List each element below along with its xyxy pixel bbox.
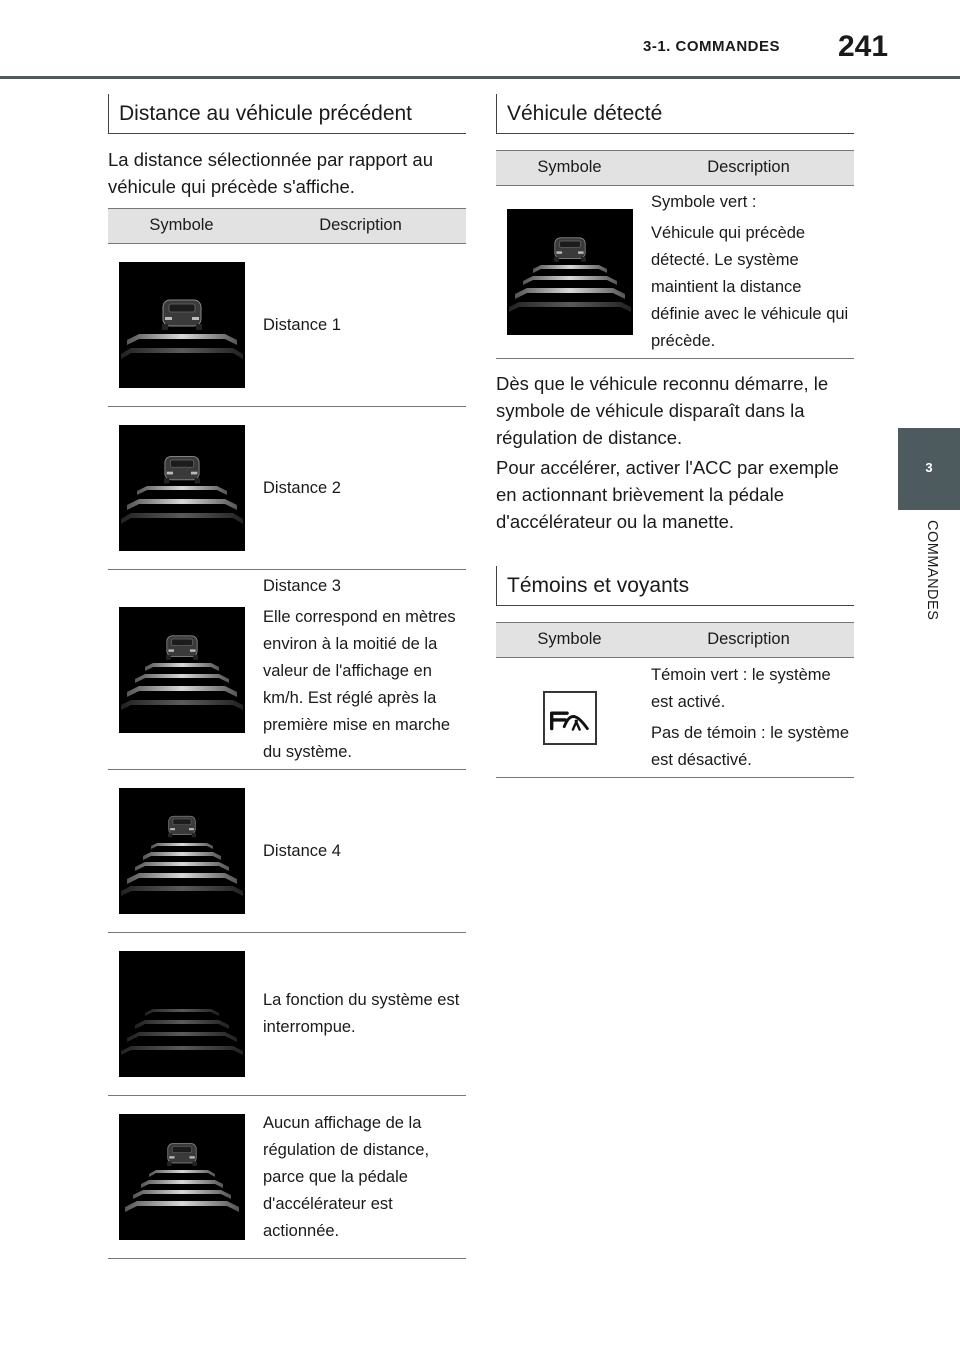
accelerator-pressed-display-icon [119,1114,245,1240]
description-cell [255,244,466,406]
table-row [496,658,854,778]
description-line: La fonction du système est interrompue. [263,991,460,1036]
table-header [496,150,854,186]
description-line: Aucun affichage de la régulation de distance, parce que la pédale d'accélérateur est actionnée. [263,1113,430,1240]
description-line: Distance 2 [263,478,341,497]
col-symbol-header: Symbole [537,630,602,648]
table-header [108,208,466,244]
acc-indicator-icon [543,691,597,745]
distance-2-display-icon [119,425,245,551]
description-cell [255,1096,466,1258]
distance-intro: La distance sélectionnée par rapport au véhicule qui précède s'affiche. [108,149,433,197]
symbol-cell [496,658,643,777]
distance-table [108,208,466,1259]
chapter-label: COMMANDES [924,520,940,621]
vehicle-detected-table [496,150,854,359]
function-interrupted-display-icon [119,951,245,1077]
description-line: Distance 3 [263,577,341,595]
col-symbol-header: Symbole [149,216,214,234]
page-number: 241 [838,30,889,63]
distance-4-display-icon [119,788,245,914]
symbol-cell [496,186,643,358]
symbol-cell [108,570,255,769]
paragraph-vehicle-starts: Dès que le véhicule reconnu démarre, le symbole de véhicule disparaît dans la régulation de distance. [496,373,829,448]
description-cell [255,407,466,569]
table-row [496,186,854,359]
col-description-header: Description [707,158,790,176]
table-row [108,244,466,407]
heading-indicators-text: Témoins et voyants [507,574,690,597]
description-line: Distance 4 [263,841,341,860]
symbol-cell [108,770,255,932]
heading-indicators [496,566,854,606]
distance-3-display-icon [119,607,245,733]
table-row [108,933,466,1096]
description-line: Elle correspond en mètres environ à la moitié de la valeur de l'affichage en km/h. Est réglé après la première mise en marche du système. [263,608,456,761]
section-title: 3-1. COMMANDES [642,38,780,55]
header-rule [0,76,960,79]
description-cell [255,770,466,932]
symbol-cell [108,244,255,406]
description-line: Symbole vert : [651,193,757,211]
chapter-tab: 3 [898,428,960,510]
heading-vehicle-detected [496,94,854,134]
description-line: Véhicule qui précède détecté. Le système maintient la distance définie avec le véhicule qui précède. [651,224,849,350]
heading-vehicle-detected-text: Véhicule détecté [507,102,663,125]
description-cell [643,658,854,777]
col-symbol-header: Symbole [537,158,602,176]
vehicle-detected-display-icon [507,209,633,335]
heading-distance [108,94,466,134]
symbol-cell [108,407,255,569]
col-description-header: Description [319,216,402,234]
table-row [108,570,466,770]
col-description-header: Description [707,630,790,648]
table-row [108,770,466,933]
description-cell [255,570,466,769]
heading-distance-text: Distance au véhicule précédent [119,102,413,125]
table-header [496,622,854,658]
description-cell [255,933,466,1095]
description-line: Pas de témoin : le système est désactivé. [651,723,850,769]
paragraph-accelerate: Pour accélérer, activer l'ACC par exemple en actionnant brièvement la pédale d'accélérateur ou la manette. [496,457,839,532]
description-line: Distance 1 [263,315,341,334]
indicators-table [496,622,854,778]
symbol-cell [108,933,255,1095]
symbol-cell [108,1096,255,1258]
table-row [108,1096,466,1259]
table-row [108,407,466,570]
description-cell [643,186,854,358]
description-line: Témoin vert : le système est activé. [651,665,831,711]
distance-1-display-icon [119,262,245,388]
